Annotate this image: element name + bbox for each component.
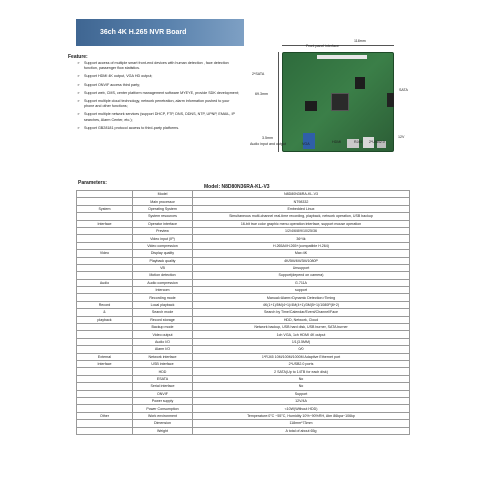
table-value-cell: 2*USB2.0 ports [193, 360, 410, 367]
feature-item: ➢ Support access of multiple smart front-end devices with human detection , face detection function, passenger flow statistics. [80, 61, 240, 71]
table-row [77, 220, 410, 227]
hdmi-label: HDMI [332, 140, 342, 144]
table-key-cell: Network interface [133, 353, 193, 360]
table-key-cell: Record storage [133, 316, 193, 323]
table-key-cell: System resources [133, 213, 193, 220]
table-value-cell: G.711A [193, 279, 410, 286]
table-row [77, 360, 410, 367]
table-category-cell: External [77, 353, 133, 360]
table-value-cell: Support(depend on camera) [193, 272, 410, 279]
table-row [77, 242, 410, 249]
table-key-cell: Main processor [133, 198, 193, 205]
memory-chip [355, 77, 365, 89]
table-value-cell: 1ch VGA, 1ch HDMI 4K output [193, 331, 410, 338]
table-key-cell: Work environment [133, 412, 193, 419]
table-key-cell: Motion detection [133, 272, 193, 279]
table-row [77, 198, 410, 205]
table-key-cell: Preview [133, 227, 193, 234]
power-label: 12V [398, 135, 405, 139]
table-category-cell [77, 397, 133, 404]
table-category-cell [77, 287, 133, 294]
circuit-board [282, 52, 394, 152]
table-category-cell: & [77, 309, 133, 316]
table-row [77, 264, 410, 271]
table-row [77, 324, 410, 331]
table-row [77, 338, 410, 345]
table-category-cell [77, 191, 133, 198]
table-key-cell: Display quality [133, 250, 193, 257]
table-key-cell: Operator interface [133, 220, 193, 227]
table-key-cell: Recording mode [133, 294, 193, 301]
table-key-cell: Dimension [133, 420, 193, 427]
table-row [77, 316, 410, 323]
table-value-cell: Simultaneous multi-channel real-time recording, playback, network operation, USB backup [193, 213, 410, 220]
table-category-cell [77, 375, 133, 382]
table-value-cell: 0/0 [193, 346, 410, 353]
width-label: 118mm [354, 39, 366, 43]
table-value-cell: N8D80N36RA-KL-V3 [193, 191, 410, 198]
table-row [77, 420, 410, 427]
table-value-cell: 4K/5M/4M/3M/1080P [193, 257, 410, 264]
table-value-cell: No [193, 383, 410, 390]
table-category-cell: Interface [77, 220, 133, 227]
sata-port [387, 93, 394, 107]
table-key-cell: Power Consumption [133, 405, 193, 412]
table-row [77, 294, 410, 301]
board-photo [250, 38, 422, 156]
table-category-cell [77, 390, 133, 397]
model-heading: Model: N8D80N36RA-KL-V3 [204, 184, 270, 190]
depth-dimension-line [278, 52, 279, 152]
table-row [77, 205, 410, 212]
table-row [77, 279, 410, 286]
table-category-cell [77, 213, 133, 220]
table-key-cell: Weight [133, 427, 193, 434]
table-key-cell: Audio compression [133, 279, 193, 286]
table-value-cell: Max:4K [193, 250, 410, 257]
table-category-cell: Interface [77, 360, 133, 367]
table-key-cell: HDD [133, 368, 193, 375]
table-key-cell: Operating System [133, 205, 193, 212]
table-value-cell: Search by Time/Calendar/Event/Channel/Face [193, 309, 410, 316]
table-key-cell: Serial interface [133, 383, 193, 390]
table-key-cell: Local playback [133, 301, 193, 308]
front-panel-label: Front panel interface [306, 44, 339, 48]
table-value-cell: Unsupport [193, 264, 410, 271]
main-processor-chip [331, 93, 349, 111]
table-value-cell: No [193, 375, 410, 382]
table-value-cell: 12V/4A [193, 397, 410, 404]
table-row [77, 191, 410, 198]
table-key-cell: Video input (IP) [133, 235, 193, 242]
table-category-cell [77, 346, 133, 353]
table-category-cell [77, 257, 133, 264]
table-category-cell [77, 264, 133, 271]
table-row [77, 235, 410, 242]
table-value-cell: Manual>Alarm>Dynamic Detection>Timing [193, 294, 410, 301]
table-key-cell: Power supply [133, 397, 193, 404]
table-key-cell: Playback quality [133, 257, 193, 264]
table-category-cell [77, 294, 133, 301]
vga-port [303, 133, 315, 149]
table-value-cell: Embedded Linux [193, 205, 410, 212]
table-value-cell: 1*RJ45 10M/100M/1000M Adaptive Ethernet port [193, 353, 410, 360]
table-value-cell: <10W(Without HDD) [193, 405, 410, 412]
table-category-cell [77, 420, 133, 427]
table-value-cell: NT98332 [193, 198, 410, 205]
table-category-cell: System [77, 205, 133, 212]
front-panel-header [317, 55, 367, 59]
size-35-label: 3.5mm [262, 136, 273, 140]
table-row [77, 375, 410, 382]
table-value-cell: Network backup, USB hard disk, USB burner, SATA burner [193, 324, 410, 331]
table-category-cell: playback [77, 316, 133, 323]
table-row [77, 346, 410, 353]
table-value-cell: 4K(1+1)/5M(4+1)/4M(4+1)/3M(5+1)/1080P(8+2) [193, 301, 410, 308]
table-category-cell: Other [77, 412, 133, 419]
parameters-heading: Parameters: [78, 180, 107, 186]
feature-item: ➢ Support ONVIF access third party; [80, 83, 240, 88]
table-key-cell: Video output [133, 331, 193, 338]
table-category-cell: Record [77, 301, 133, 308]
table-category-cell [77, 235, 133, 242]
table-row [77, 250, 410, 257]
table-value-cell: HDD, Network, Cloud [193, 316, 410, 323]
feature-item: ➢ Support GB28181 protocol access to third-party platforms. [80, 126, 240, 131]
table-category-cell [77, 227, 133, 234]
table-category-cell [77, 198, 133, 205]
table-value-cell: 1/2/4/6/8/9/10/25/36 [193, 227, 410, 234]
vga-label: VGA [302, 142, 310, 146]
table-key-cell: Model [133, 191, 193, 198]
feature-item: ➢ Support web, CMS, center platform management software MYEYE, provide SDK development; [80, 91, 240, 96]
table-row [77, 390, 410, 397]
table-category-cell [77, 324, 133, 331]
table-row [77, 301, 410, 308]
table-row [77, 331, 410, 338]
features-list [80, 61, 240, 134]
table-row [77, 405, 410, 412]
table-value-cell: H.265AI/H.265+(compatible H.264) [193, 242, 410, 249]
table-category-cell [77, 338, 133, 345]
table-category-cell [77, 331, 133, 338]
depth-label: 69.3mm [255, 92, 268, 96]
table-category-cell: Audio [77, 279, 133, 286]
audio-io-label: Audio input and output [250, 142, 286, 146]
feature-item: ➢ Support multiple network services (support DHCP, FTP, DNS, DDNS, NTP, UPNP, EMAIL, IP searches, Alarm Center, etc.); [80, 112, 240, 122]
table-row [77, 368, 410, 375]
table-value-cell: Temperature:0°C ~55°C, Humidity 10%~90%RH, Atm 86kpa~106kp [193, 412, 410, 419]
table-row [77, 353, 410, 360]
table-category-cell: Video [77, 250, 133, 257]
table-value-cell: 36*4k [193, 235, 410, 242]
table-row [77, 397, 410, 404]
table-key-cell: Audio I/O [133, 338, 193, 345]
title-banner [76, 19, 244, 46]
memory-chip [305, 101, 317, 111]
table-row [77, 213, 410, 220]
sata-right-label: SATA [399, 88, 408, 92]
table-category-cell [77, 383, 133, 390]
table-key-cell: VB [133, 264, 193, 271]
table-row [77, 412, 410, 419]
table-value-cell: A total of about 65g [193, 427, 410, 434]
sata-left-label: 2*SATA [252, 72, 265, 76]
table-category-cell [77, 272, 133, 279]
table-row [77, 257, 410, 264]
table-key-cell: Backup mode [133, 324, 193, 331]
feature-item: ➢ Support HDMI 4K output, VGA HD output; [80, 74, 240, 79]
table-value-cell: support [193, 287, 410, 294]
table-key-cell: Alarm I/O [133, 346, 193, 353]
table-value-cell: 118mm*73mm [193, 420, 410, 427]
table-value-cell: Support [193, 390, 410, 397]
table-value-cell: 16-bit true color graphic menu operation interface, support mouse operation [193, 220, 410, 227]
table-key-cell: Intercom [133, 287, 193, 294]
rj45-label: RJ45 [354, 140, 363, 144]
table-key-cell: ONVIF [133, 390, 193, 397]
spec-table [76, 190, 410, 435]
table-value-cell: 2 SATA(Up to 14TB for each disk) [193, 368, 410, 375]
table-category-cell [77, 368, 133, 375]
table-key-cell: ESATA [133, 375, 193, 382]
table-key-cell: USB interface [133, 360, 193, 367]
table-row [77, 287, 410, 294]
table-category-cell [77, 242, 133, 249]
table-value-cell: 1/1(3.5MM) [193, 338, 410, 345]
table-row [77, 383, 410, 390]
table-category-cell [77, 405, 133, 412]
banner-title: 36ch 4K H.265 NVR Board [100, 29, 187, 36]
table-row [77, 272, 410, 279]
table-row [77, 309, 410, 316]
table-key-cell: Search mode [133, 309, 193, 316]
table-category-cell [77, 427, 133, 434]
table-row [77, 427, 410, 434]
usb-label: 2*USB2.0 [369, 140, 385, 144]
feature-item: ➢ Support multiple cloud technology, network penetration, alarm information pushed to your phone and other functions; [80, 99, 240, 109]
table-row [77, 227, 410, 234]
table-key-cell: Video compression [133, 242, 193, 249]
features-heading: Feature: [68, 54, 88, 60]
